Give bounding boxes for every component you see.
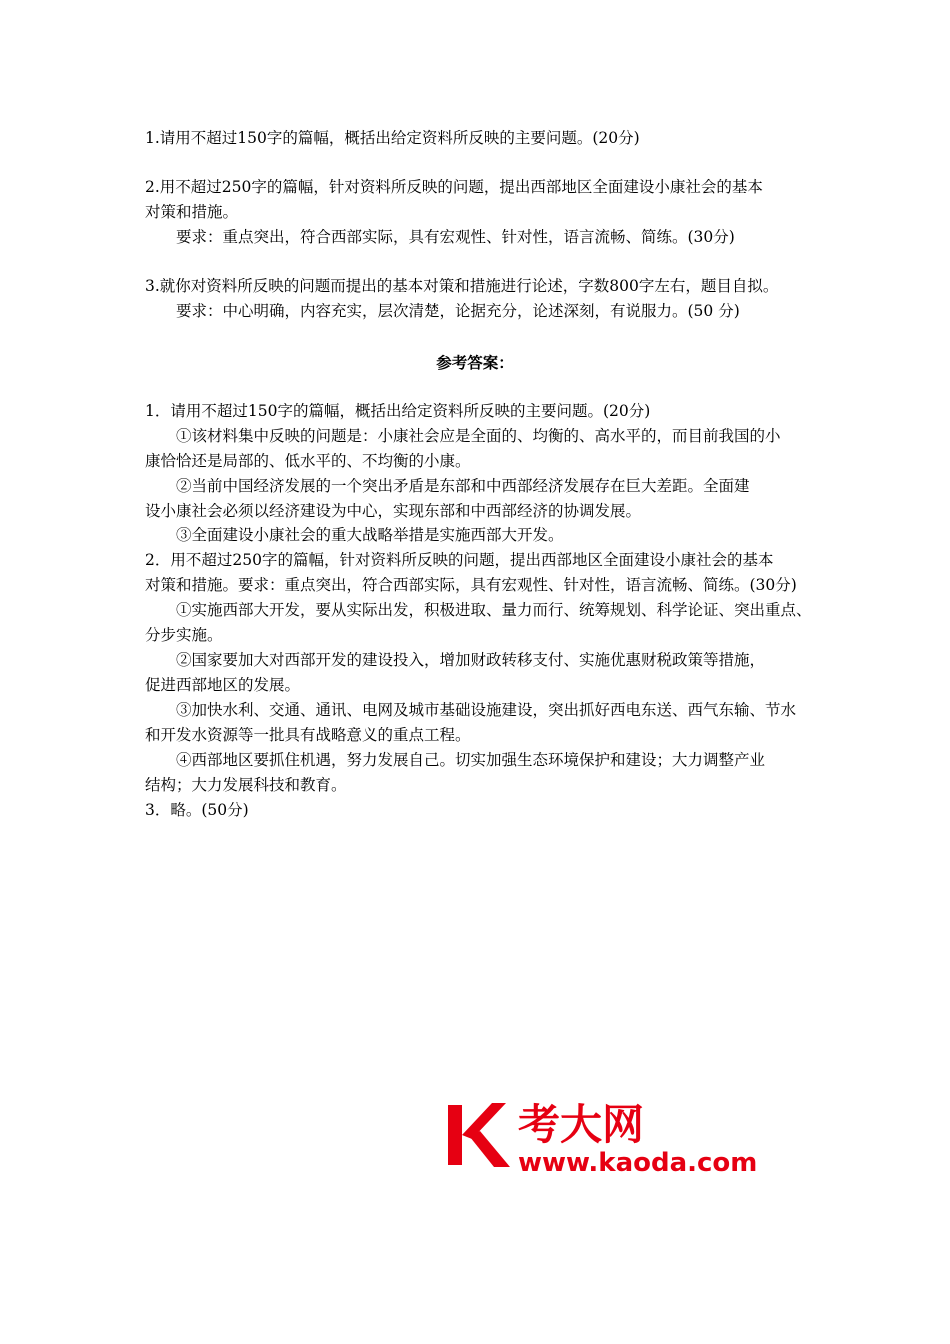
answer-1-point-1-line-1: ①该材料集中反映的问题是：小康社会应是全面的、均衡的、高水平的，而目前我国的小 bbox=[176, 427, 781, 445]
answer-2-point-3-line-1: ③加快水利、交通、通讯、电网及城市基础设施建设，突出抓好西电东送、西气东输、节水 bbox=[176, 701, 797, 719]
question-2-line-1: 2.用不超过250字的篇幅，针对资料所反映的问题，提出西部地区全面建设小康社会的基本 bbox=[145, 178, 763, 196]
answer-2-title-line-1: 2．用不超过250字的篇幅，针对资料所反映的问题，提出西部地区全面建设小康社会的基本 bbox=[145, 551, 774, 569]
question-1: 1.请用不超过150字的篇幅，概括出给定资料所反映的主要问题。(20分) bbox=[145, 129, 640, 147]
answer-2-point-2-line-2: 促进西部地区的发展。 bbox=[145, 676, 301, 694]
question-2-requirements: 要求：重点突出，符合西部实际，具有宏观性、针对性，语言流畅、简练。(30分) bbox=[176, 228, 735, 246]
answer-1-point-1-line-2: 康恰恰还是局部的、低水平的、不均衡的小康。 bbox=[145, 452, 471, 470]
answer-2-point-3-line-2: 和开发水资源等一批具有战略意义的重点工程。 bbox=[145, 726, 471, 744]
brand-name-cn: 考大网 bbox=[518, 1100, 645, 1149]
question-3-requirements: 要求：中心明确，内容充实，层次清楚，论据充分，论述深刻，有说服力。(50 分) bbox=[176, 302, 740, 320]
answer-2-point-4-line-2: 结构；大力发展科技和教育。 bbox=[145, 776, 347, 794]
kaoda-logo bbox=[448, 1095, 768, 1180]
question-2-line-2: 对策和措施。 bbox=[145, 203, 239, 221]
answer-3: 3．略。(50分) bbox=[145, 801, 249, 819]
answer-1-point-3: ③全面建设小康社会的重大战略举措是实施西部大开发。 bbox=[176, 526, 564, 544]
answers-heading: 参考答案： bbox=[436, 354, 514, 372]
answer-2-point-4-line-1: ④西部地区要抓住机遇，努力发展自己。切实加强生态环境保护和建设；大力调整产业 bbox=[176, 751, 766, 769]
answer-1-title: 1．请用不超过150字的篇幅，概括出给定资料所反映的主要问题。(20分) bbox=[145, 402, 651, 420]
kaoda-logo-graphic bbox=[448, 1095, 768, 1180]
answer-2-point-1-line-1: ①实施西部大开发，要从实际出发，积极进取、量力而行、统筹规划、科学论证、突出重点、 bbox=[176, 601, 812, 619]
answer-2-point-2-line-1: ②国家要加大对西部开发的建设投入，增加财政转移支付、实施优惠财税政策等措施， bbox=[176, 651, 766, 669]
answer-2-point-1-line-2: 分步实施。 bbox=[145, 626, 223, 644]
k-mark-icon bbox=[448, 1103, 510, 1167]
answer-2-title-line-2: 对策和措施。要求：重点突出，符合西部实际，具有宏观性、针对性，语言流畅、简练。(30分) bbox=[145, 576, 797, 594]
answer-1-point-2-line-2: 设小康社会必须以经济建设为中心，实现东部和中西部经济的协调发展。 bbox=[145, 502, 642, 520]
answer-1-point-2-line-1: ②当前中国经济发展的一个突出矛盾是东部和中西部经济发展存在巨大差距。全面建 bbox=[176, 477, 750, 495]
question-3-line-1: 3.就你对资料所反映的问题而提出的基本对策和措施进行论述，字数800字左右，题目自拟。 bbox=[145, 277, 779, 295]
brand-url: www.kaoda.com bbox=[518, 1148, 758, 1178]
